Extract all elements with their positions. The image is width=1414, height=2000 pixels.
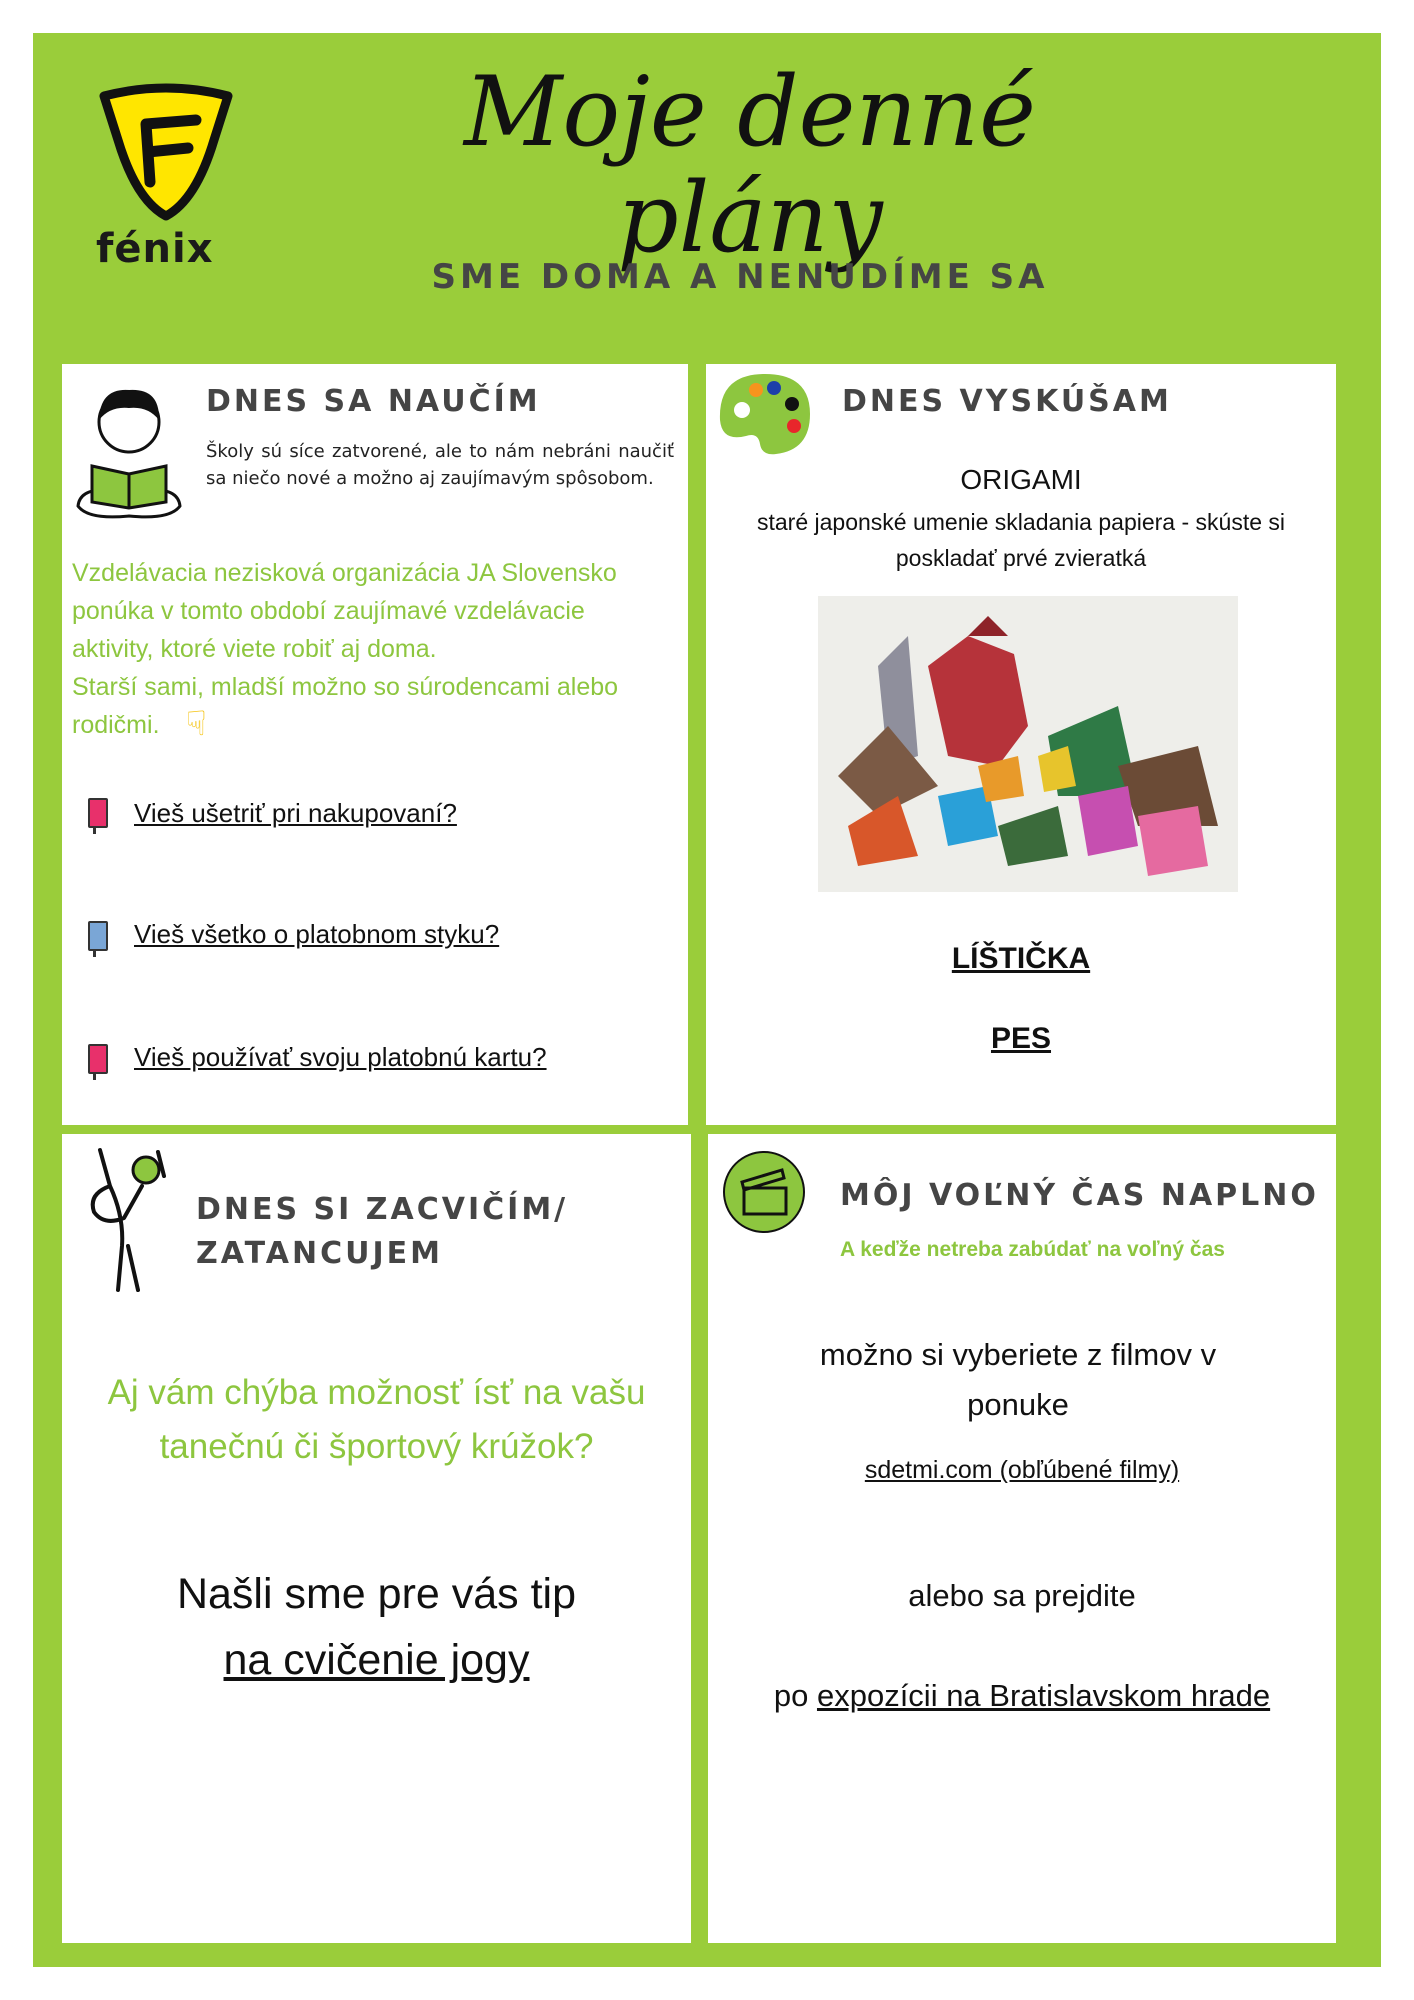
walk-text: alebo sa prejdite: [908, 1578, 1136, 1613]
clapperboard-icon: [722, 1150, 806, 1234]
learn-body-2: Starší sami, mladší možno so súrodencami alebo rodičmi.: [72, 673, 619, 739]
origami-description: staré japonské umenie skladania papiera - skúste si poskladať prvé zvieratká: [756, 509, 1285, 571]
try-heading: DNES VYSKÚŠAM: [842, 384, 1172, 419]
logo-text: fénix: [96, 226, 214, 272]
exercise-question: Aj vám chýba možnosť ísť na vašu tanečnú či športový krúžok?: [107, 1373, 646, 1466]
learn-body: Vzdelávacia nezisková organizácia JA Slovensko ponúka v tomto období zaujímavé vzdelávacie aktivity, ktoré viete robiť aj doma.: [72, 559, 617, 663]
link-payment-card[interactable]: Vieš používať svoju platobnú kartu?: [134, 1042, 547, 1072]
try-panel: [706, 364, 1336, 1125]
blue-book-icon: [88, 921, 108, 951]
link-dog[interactable]: PES: [990, 1022, 1052, 1055]
link-fox[interactable]: LÍŠTIČKA: [951, 942, 1091, 975]
link-saving-shopping[interactable]: Vieš ušetriť pri nakupovaní?: [134, 798, 457, 828]
palette-icon: [716, 370, 814, 460]
yoga-pose-icon: [80, 1146, 172, 1294]
yoga-tip-text: Našli sme pre vás tip: [176, 1570, 577, 1618]
fenix-logo-icon: [96, 82, 236, 222]
link-yoga[interactable]: na cvičenie jogy: [223, 1636, 530, 1684]
learn-panel: [62, 364, 688, 1125]
page-subtitle: SME DOMA A NENUDÍME SA: [431, 257, 1049, 297]
link-castle-exhibition[interactable]: expozícii na Bratislavskom hrade: [816, 1678, 1271, 1713]
freetime-heading: MÔJ VOĽNÝ ČAS NAPLNO: [840, 1178, 1319, 1213]
origami-topic: ORIGAMI: [960, 464, 1082, 495]
red-book-icon: [88, 798, 108, 828]
films-text: možno si vyberiete z filmov v ponuke: [819, 1337, 1217, 1422]
red-book-icon: [88, 1044, 108, 1074]
learn-intro: Školy sú síce zatvorené, ale to nám nebráni naučiť sa niečo nové a možno aj zaujímavým spôsobom.: [206, 441, 674, 489]
pointing-hand-icon: ☟: [186, 705, 207, 743]
exercise-panel: [62, 1134, 691, 1943]
walk-prefix: po: [773, 1678, 817, 1713]
link-payment-system[interactable]: Vieš všetko o platobnom styku?: [134, 919, 500, 949]
link-films[interactable]: sdetmi.com (obľúbené filmy): [864, 1456, 1180, 1484]
learn-heading: DNES SA NAUČÍM: [206, 384, 541, 419]
reading-boy-icon: [70, 378, 188, 528]
freetime-panel: [708, 1134, 1336, 1943]
page-title: Moje denné plány: [464, 56, 1036, 274]
exercise-heading: DNES SI ZACVIČÍM/ ZATANCUJEM: [196, 1192, 569, 1271]
freetime-subheading: A keďže netreba zabúdať na voľný čas: [840, 1238, 1225, 1261]
walk-line: [708, 1678, 1336, 1714]
origami-animals-image: [818, 596, 1238, 892]
